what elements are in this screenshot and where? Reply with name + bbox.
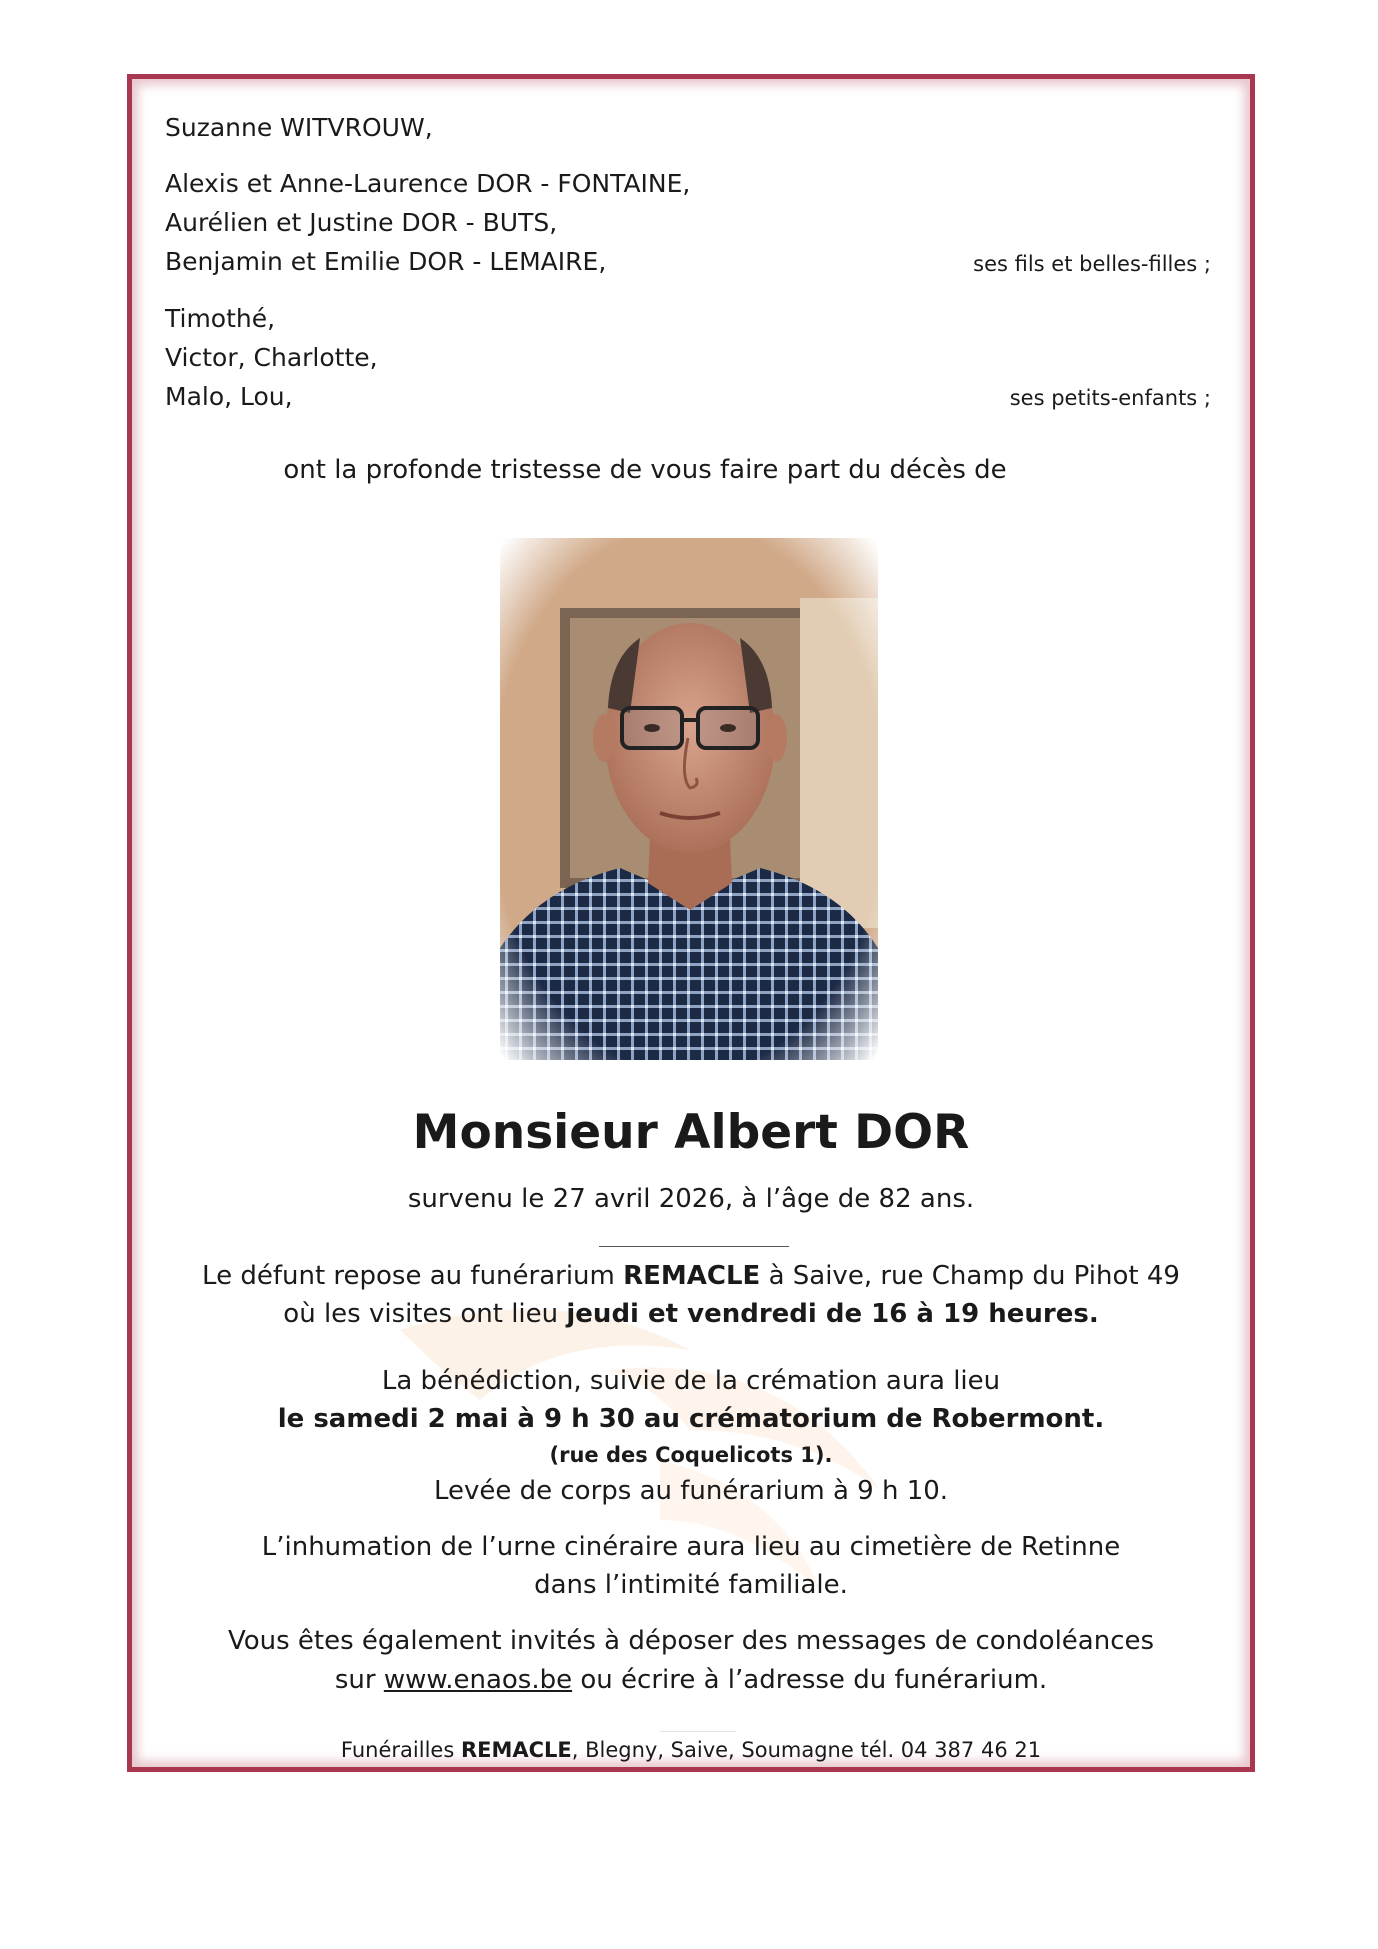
visits-text: Le défunt repose au funérarium [202, 1261, 624, 1291]
visits-schedule: jeudi et vendredi de 16 à 19 heures. [566, 1299, 1099, 1329]
grandchild-line-2: Victor, Charlotte, [165, 343, 378, 372]
deceased-name: Monsieur Albert DOR [412, 1105, 970, 1160]
visits-text-2: où les visites ont lieu [283, 1299, 567, 1329]
ceremony-departure: Levée de corps au funérarium à 9 h 10. [433, 1476, 949, 1506]
footer-brand: REMACLE [460, 1738, 572, 1762]
deceased-portrait [500, 538, 878, 1060]
footer-divider [660, 1731, 736, 1732]
death-details: survenu le 27 avril 2026, à l’âge de 82 ans. [407, 1184, 975, 1214]
children-relation: ses fils et belles-filles ; [973, 252, 1211, 276]
footer [127, 1740, 1255, 1761]
website-link[interactable]: www.enaos.be [383, 1665, 573, 1695]
grandchild-line-3: Malo, Lou, [165, 382, 293, 411]
condolences-line-2 [127, 1667, 1255, 1693]
child-line-3: Benjamin et Emilie DOR - LEMAIRE, [165, 247, 607, 276]
announcement-text: ont la profonde tristesse de vous faire part du décès de [283, 455, 1007, 485]
ceremony-line-1: La bénédiction, suivie de la crémation aura lieu [381, 1366, 1001, 1396]
child-line-2: Aurélien et Justine DOR - BUTS, [165, 208, 558, 237]
ceremony-address: (rue des Coquelicots 1). [549, 1443, 833, 1467]
footer-contact: , Blegny, Saive, Soumagne tél. 04 387 46 21 [571, 1738, 1042, 1762]
funeral-home-name: REMACLE [623, 1261, 761, 1291]
divider [599, 1246, 789, 1247]
visits-line-1 [127, 1263, 1255, 1289]
condolences-line-1: Vous êtes également invités à déposer des messages de condoléances [227, 1626, 1155, 1656]
visits-line-2 [127, 1301, 1255, 1327]
visits-address: à Saive, rue Champ du Pihot 49 [760, 1261, 1180, 1291]
child-line-1: Alexis et Anne-Laurence DOR - FONTAINE, [165, 169, 691, 198]
spouse-name: Suzanne WITVROUW, [165, 113, 433, 142]
footer-text: Funérailles [340, 1738, 461, 1762]
grandchild-line-1: Timothé, [165, 304, 276, 333]
grandchildren-relation: ses petits-enfants ; [1009, 386, 1211, 410]
burial-line-2: dans l’intimité familiale. [534, 1570, 848, 1600]
condolences-text-2: ou écrire à l’adresse du funérarium. [572, 1665, 1048, 1695]
ceremony-datetime: le samedi 2 mai à 9 h 30 au crématorium de Robermont. [277, 1404, 1105, 1434]
burial-line-1: L’inhumation de l’urne cinéraire aura lieu au cimetière de Retinne [261, 1532, 1121, 1562]
condolences-text: sur [334, 1665, 384, 1695]
